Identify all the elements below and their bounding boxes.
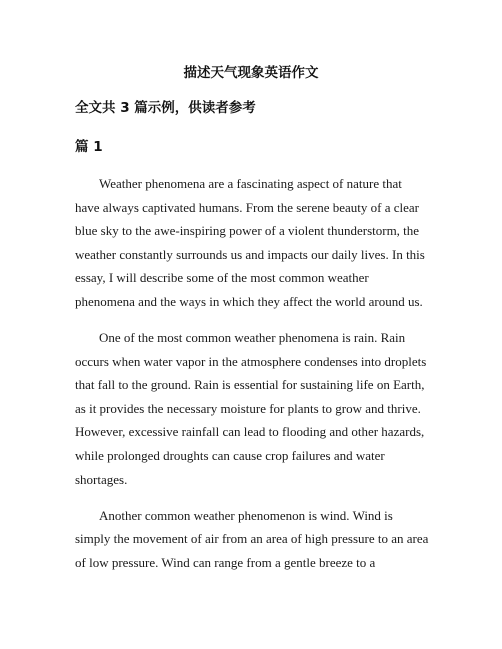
document-title: 描述天气现象英语作文 — [183, 65, 319, 81]
paragraph: Another common weather phenomenon is wind. Wind is simply the movement of air from an area of high pressure to an area of low pressure. Wind can range from a gentle breeze to a — [75, 507, 429, 570]
paragraph: Weather phenomena are a fascinating aspect of nature that have always captivated humans. From the serene beauty of a clear blue sky to the awe-inspiring power of a violent thunderstorm, the weather constantly surrounds us and impacts our daily lives. In this essay, I will describe some of the most common weather phenomena and the ways in which they affect the world around us. — [75, 176, 425, 309]
document-subtitle: 全文共 3 篇示例，供读者参考 — [75, 100, 256, 116]
paragraph: One of the most common weather phenomena is rain. Rain occurs when water vapor in the atmosphere condenses into droplets that fall to the ground. Rain is essential for sustaining life on Earth, as it provides the necessary moisture for plants to grow and thrive. However, excessive rainfall can lead to flooding and other hazards, while prolonged droughts can cause crop failures and water shortages. — [75, 330, 427, 487]
document-body — [75, 172, 429, 587]
section-heading: 篇 1 — [75, 139, 103, 155]
